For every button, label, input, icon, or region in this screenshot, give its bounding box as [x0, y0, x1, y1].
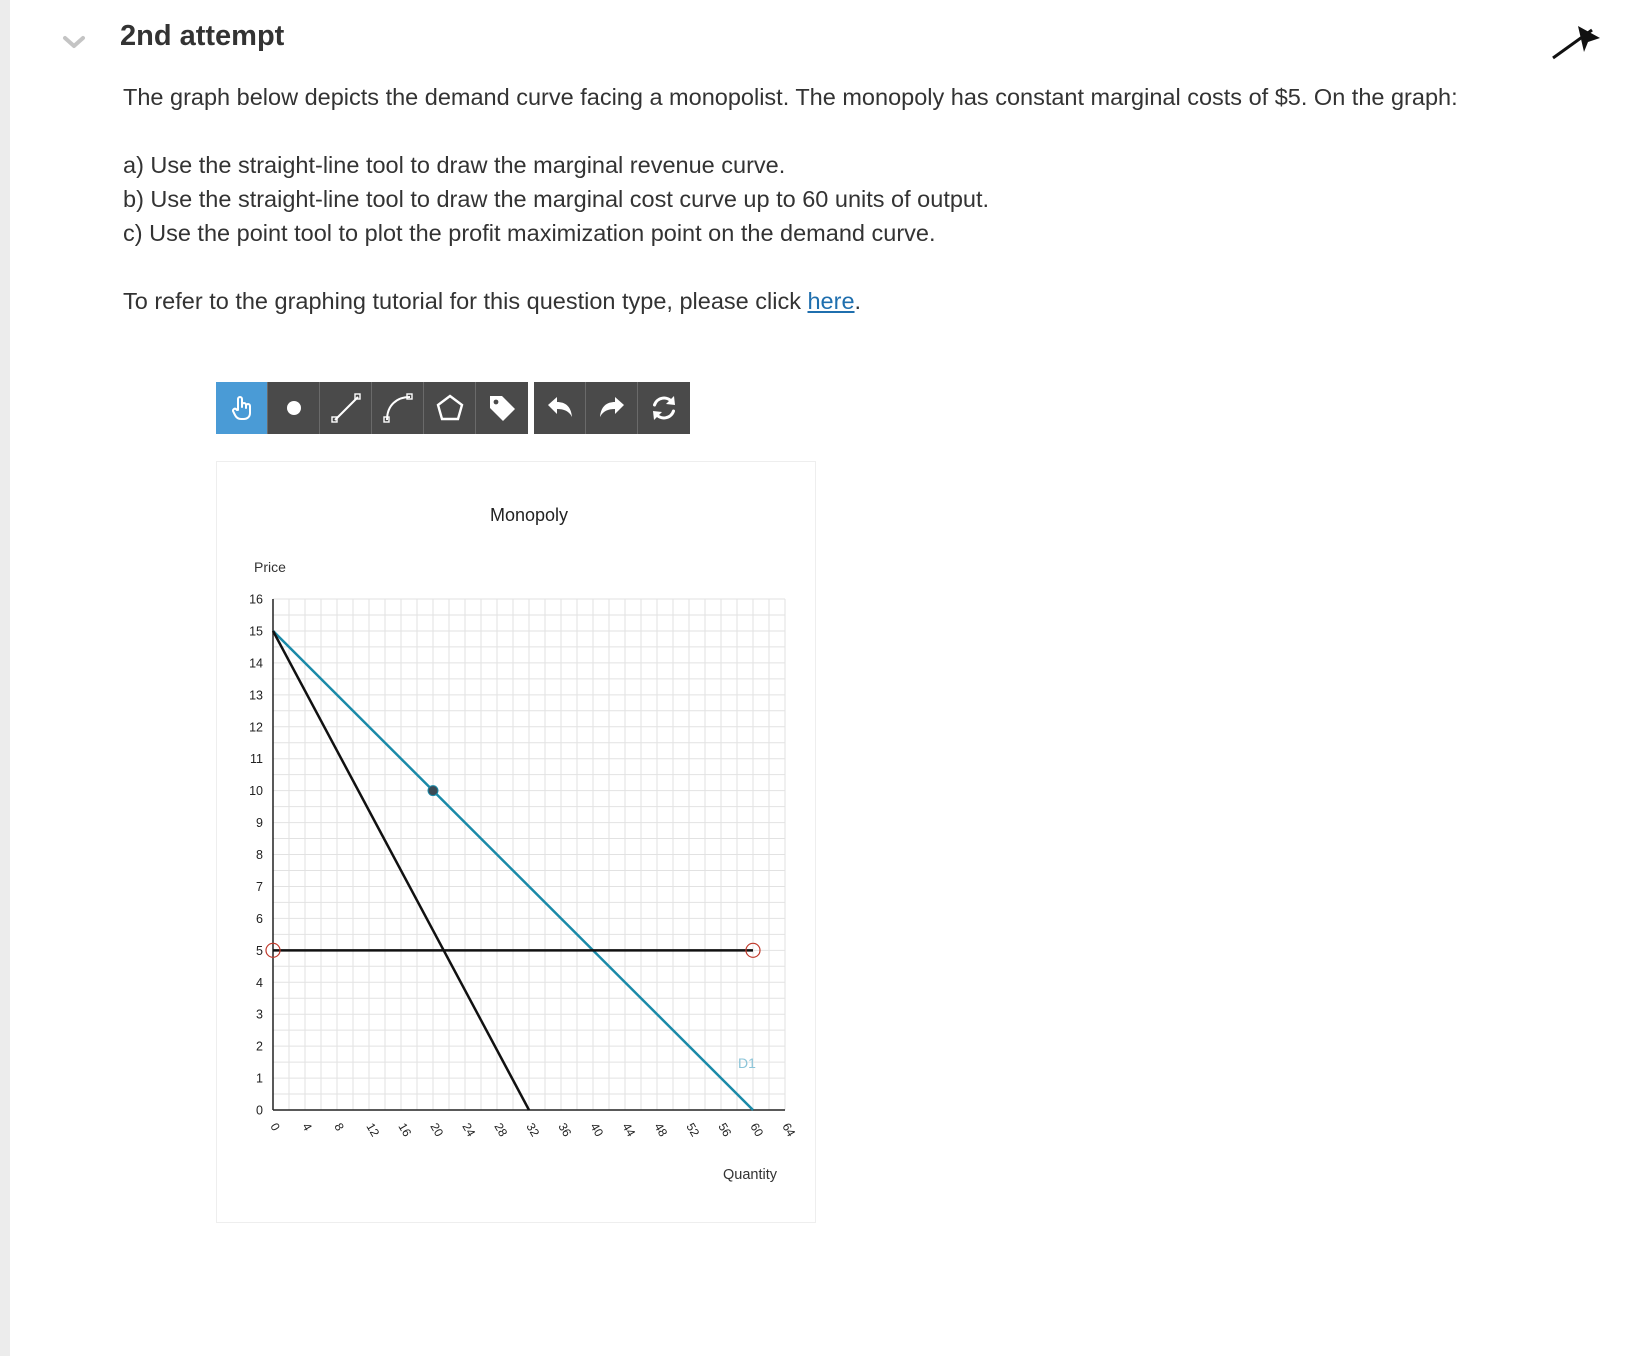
x-tick-label: 56	[715, 1120, 735, 1140]
y-tick-label: 1	[256, 1071, 263, 1086]
x-tick-label: 44	[619, 1120, 639, 1140]
x-tick-label: 40	[587, 1120, 607, 1140]
tutorial-suffix: .	[854, 288, 862, 314]
chart-title: Monopoly	[489, 505, 569, 525]
x-tick-label: 60	[747, 1120, 767, 1140]
x-tick-label: 8	[331, 1120, 347, 1134]
graph-panel	[216, 461, 816, 1223]
x-tick-label: 36	[555, 1120, 575, 1140]
x-tick-label: 32	[523, 1120, 543, 1140]
refresh-icon	[648, 392, 680, 424]
x-tick-label: 4	[299, 1120, 315, 1134]
y-tick-label: 0	[256, 1103, 263, 1118]
x-tick-label: 0	[267, 1120, 283, 1134]
chevron-down-icon[interactable]	[62, 30, 86, 54]
point-icon	[279, 393, 309, 423]
point-tool-button[interactable]	[268, 382, 320, 434]
tag-icon	[485, 391, 519, 425]
tutorial-prefix: To refer to the graphing tutorial for this question type, please click	[123, 288, 808, 314]
y-tick-label: 5	[256, 943, 263, 958]
x-tick-label: 16	[395, 1120, 415, 1140]
y-tick-label: 4	[256, 975, 263, 990]
label-tool-button[interactable]	[476, 382, 528, 434]
y-tick-label: 12	[249, 720, 263, 735]
y-axis-label: Price	[254, 559, 286, 575]
x-tick-label: 64	[779, 1120, 799, 1140]
hand-pointer-icon	[227, 393, 257, 423]
x-tick-label: 48	[651, 1120, 671, 1140]
graph-toolbar	[216, 382, 690, 434]
x-tick-label: 12	[363, 1120, 383, 1140]
reset-button[interactable]	[638, 382, 690, 434]
polygon-tool-button[interactable]	[424, 382, 476, 434]
curve-tool-button[interactable]	[372, 382, 424, 434]
y-tick-label: 8	[256, 848, 263, 862]
undo-button[interactable]	[534, 382, 586, 434]
question-step-c: c) Use the point tool to plot the profit maximization point on the demand curve.	[123, 220, 936, 246]
line-tool-button[interactable]	[320, 382, 372, 434]
redo-button[interactable]	[586, 382, 638, 434]
x-axis-label: Quantity	[723, 1167, 777, 1183]
y-tick-label: 11	[250, 752, 263, 767]
pointer-tool-button[interactable]	[216, 382, 268, 434]
x-tick-label: 24	[459, 1120, 479, 1140]
y-tick-label: 3	[256, 1007, 263, 1022]
x-tick-label: 28	[491, 1120, 511, 1140]
curve-icon	[381, 391, 415, 425]
x-tick-label: 52	[683, 1120, 703, 1140]
y-tick-label: 9	[256, 816, 263, 831]
series-label-d1: D1	[738, 1055, 756, 1071]
flag-icon[interactable]	[1550, 22, 1604, 62]
y-tick-label: 13	[249, 688, 263, 703]
profit-max-point[interactable]	[428, 786, 438, 796]
y-tick-label: 14	[249, 656, 263, 671]
redo-icon	[596, 392, 628, 424]
y-tick-label: 15	[249, 624, 263, 639]
question-step-a: a) Use the straight-line tool to draw the marginal revenue curve.	[123, 152, 786, 178]
y-tick-label: 10	[249, 784, 263, 799]
question-step-b: b) Use the straight-line tool to draw the marginal cost curve up to 60 units of output.	[123, 186, 990, 212]
y-tick-label: 6	[256, 911, 263, 926]
question-intro: The graph below depicts the demand curve facing a monopolist. The monopoly has constant marginal costs of $5. On the graph:	[123, 84, 1458, 110]
line-icon	[329, 391, 363, 425]
attempt-title: 2nd attempt	[120, 20, 285, 52]
x-tick-label: 20	[427, 1120, 447, 1140]
y-tick-label: 2	[256, 1039, 263, 1054]
undo-icon	[544, 392, 576, 424]
y-tick-label: 7	[256, 879, 263, 894]
drawing-tools	[216, 382, 528, 434]
polygon-icon	[433, 391, 467, 425]
tutorial-line	[123, 284, 1563, 318]
monopoly-chart[interactable]	[217, 462, 815, 1222]
tutorial-link[interactable]: here	[807, 288, 855, 314]
y-tick-label: 16	[249, 592, 263, 607]
left-rail	[0, 0, 10, 1356]
question-body	[123, 80, 1563, 318]
history-tools	[534, 382, 690, 434]
